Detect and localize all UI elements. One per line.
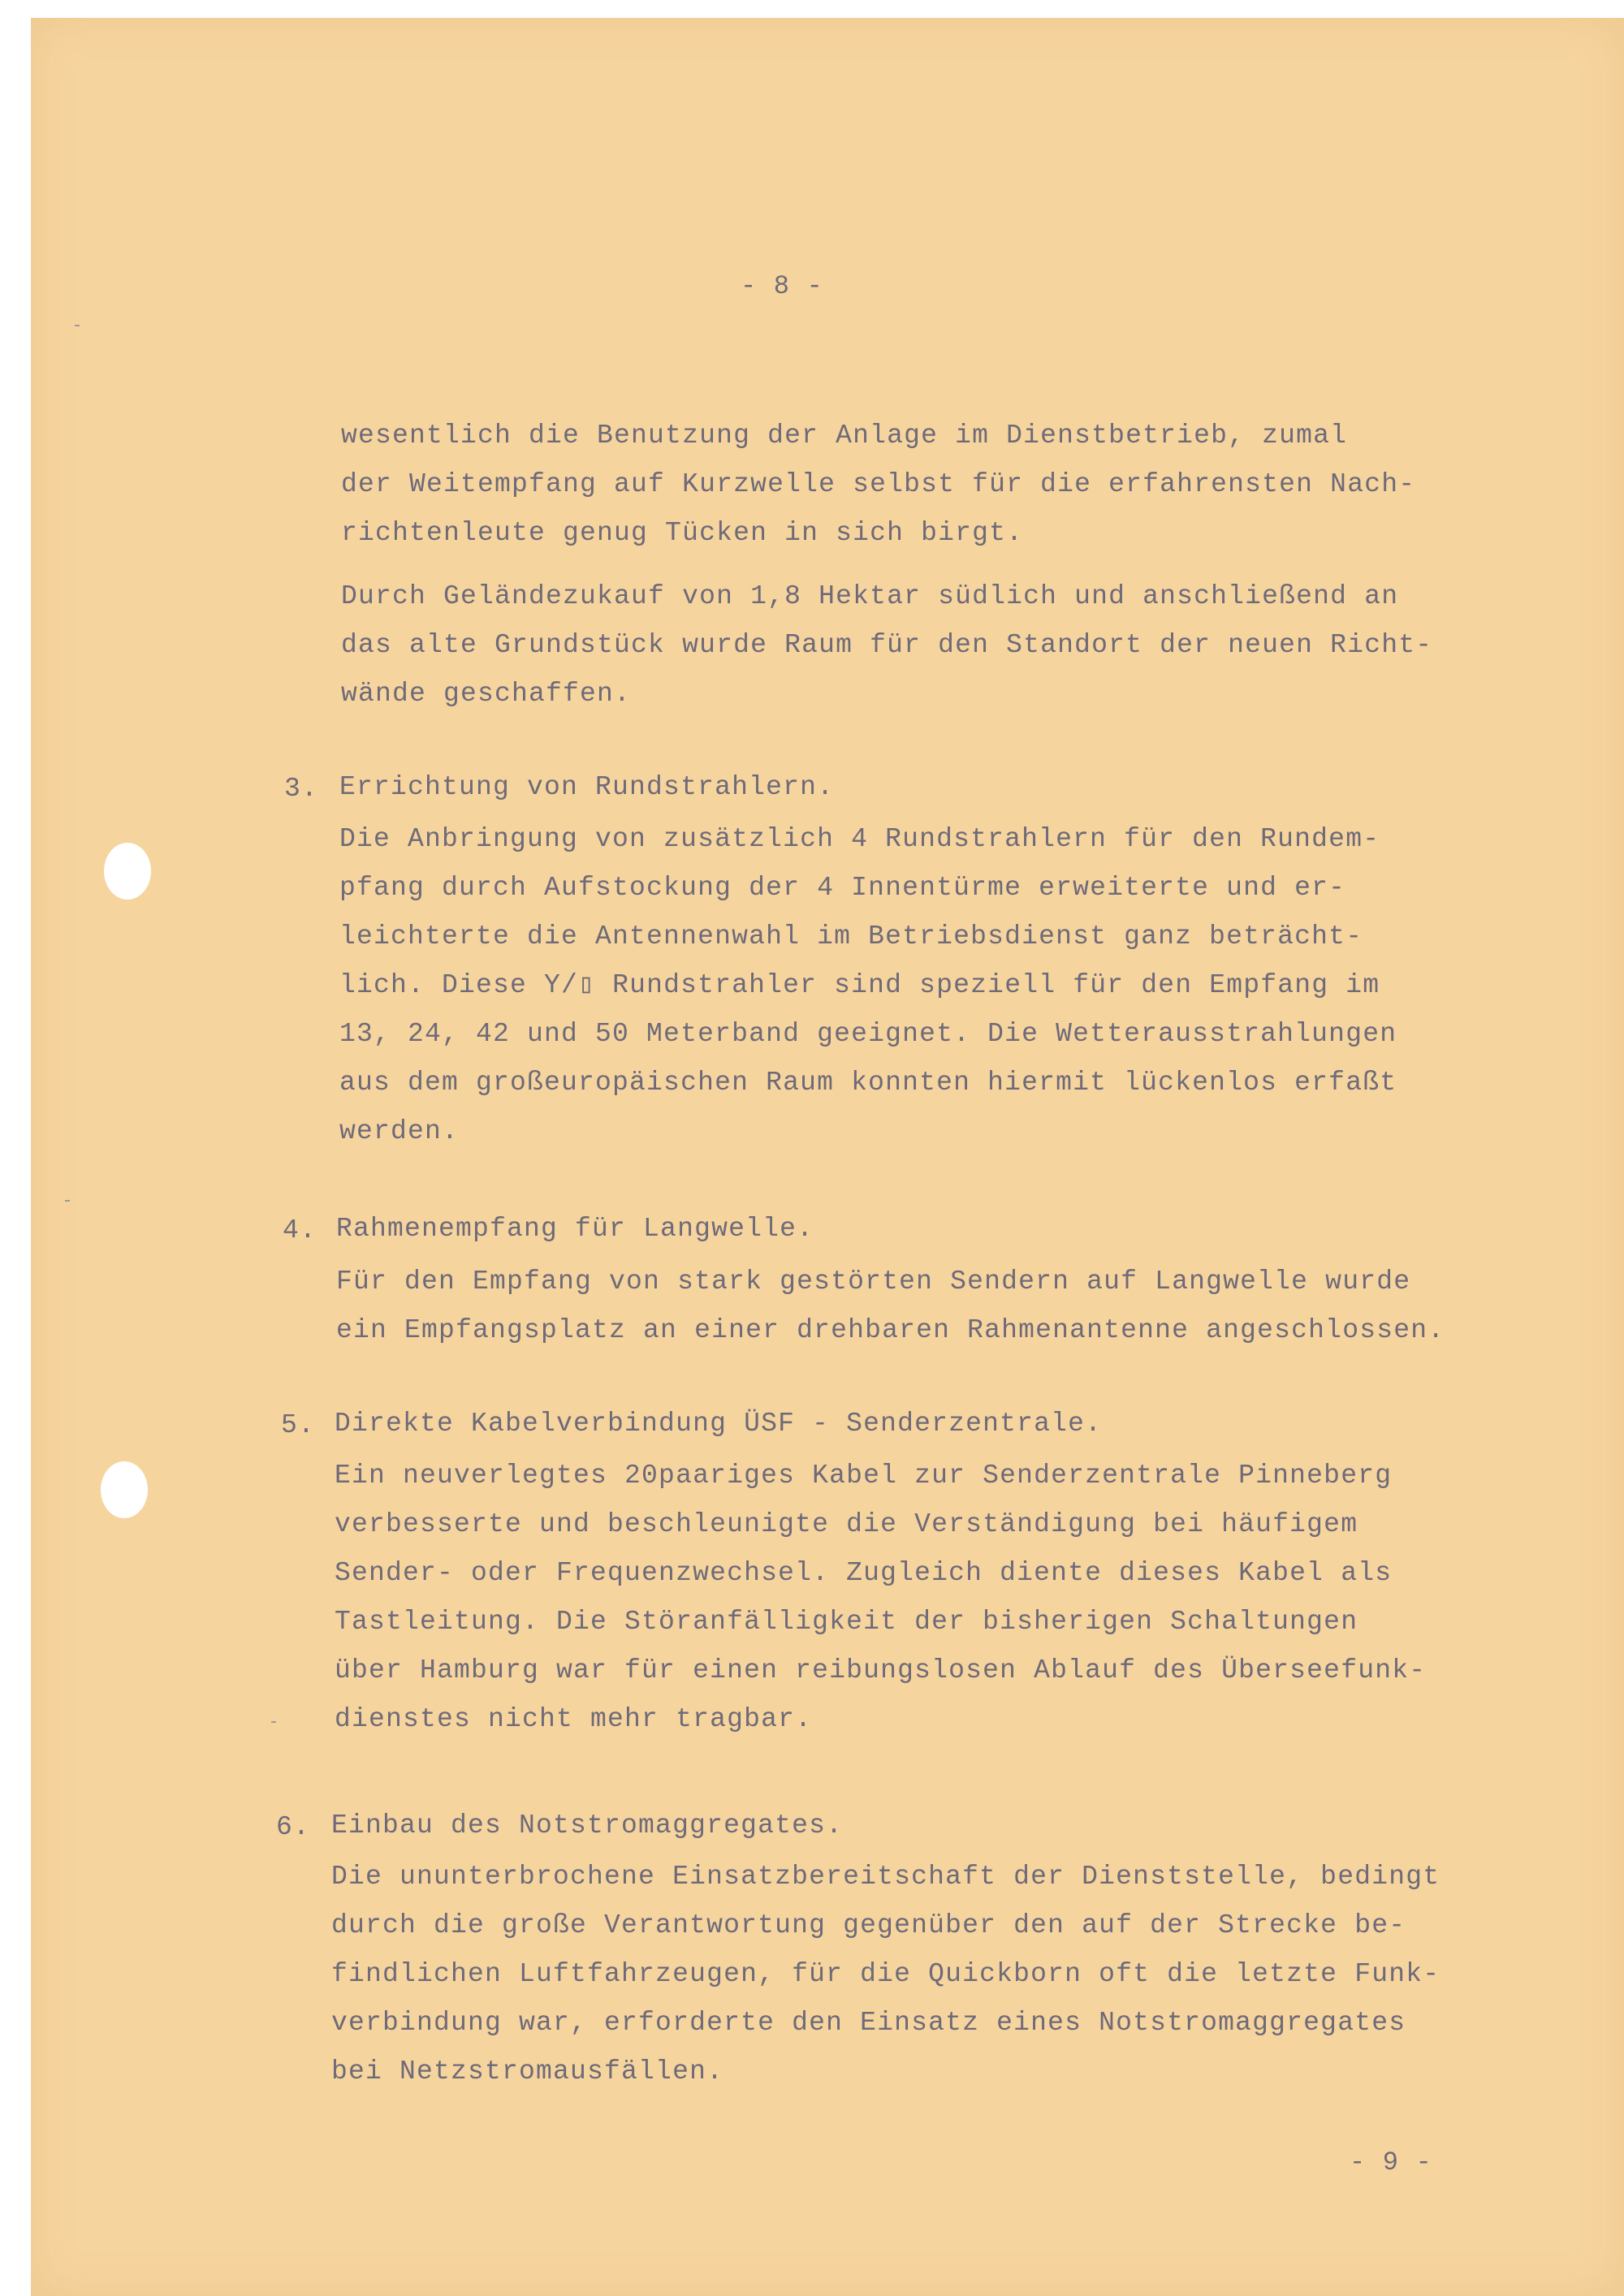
text-line: Für den Empfang von stark gestörten Sendern auf Langwelle wurde [336, 1267, 1411, 1297]
text-line: Die Anbringung von zusätzlich 4 Rundstrahlern für den Rundem- [339, 824, 1380, 854]
section-title: Einbau des Notstromaggregates. [331, 1810, 844, 1841]
section-number: 4. [283, 1215, 317, 1245]
text-line: Ein neuverlegtes 20paariges Kabel zur Senderzentrale Pinneberg [335, 1461, 1393, 1491]
text-line: werden. [339, 1116, 460, 1146]
text-line: 13, 24, 42 und 50 Meterband geeignet. Die Wetterausstrahlungen [339, 1019, 1397, 1049]
text-line: Sender- oder Frequenzwechsel. Zugleich diente dieses Kabel als [335, 1558, 1393, 1588]
text-line: Durch Geländezukauf von 1,8 Hektar südlich und anschließend an [341, 581, 1399, 611]
text-line: bei Netzstromausfällen. [331, 2056, 724, 2087]
page-number: - 8 - [741, 271, 824, 301]
text-line: aus dem großeuropäischen Raum konnten hiermit lückenlos erfaßt [339, 1068, 1397, 1098]
text-line: pfang durch Aufstockung der 4 Innentürme erweiterte und er- [339, 873, 1346, 903]
text-line: durch die große Verantwortung gegenüber den auf der Strecke be- [331, 1910, 1406, 1940]
text-line: dienstes nicht mehr tragbar. [335, 1704, 813, 1734]
text-line: Tastleitung. Die Störanfälligkeit der bisherigen Schaltungen [335, 1607, 1358, 1637]
section-title: Rahmenempfang für Langwelle. [336, 1214, 814, 1244]
text-line: der Weitempfang auf Kurzwelle selbst für die erfahrensten Nach- [341, 469, 1416, 499]
text-line: leichterte die Antennenwahl im Betriebsdienst ganz beträcht- [339, 921, 1363, 952]
text-line: wände geschaffen. [341, 679, 632, 709]
text-line: verbindung war, erforderte den Einsatz eines Notstromaggregates [331, 2008, 1406, 2038]
text-line: lich. Diese Y/▯ Rundstrahler sind speziell für den Empfang im [339, 970, 1380, 1000]
next-page-number: - 9 - [1350, 2147, 1433, 2177]
section-title: Errichtung von Rundstrahlern. [339, 772, 835, 802]
text-line: Die ununterbrochene Einsatzbereitschaft der Dienststelle, bedingt [331, 1862, 1440, 1892]
text-line: verbesserte und beschleunigte die Verständigung bei häufigem [335, 1509, 1358, 1539]
section-number: 5. [281, 1410, 316, 1440]
text-line: über Hamburg war für einen reibungslosen Ablauf des Überseefunk- [335, 1655, 1427, 1685]
section-number: 3. [284, 774, 319, 804]
text-line: das alte Grundstück wurde Raum für den Standort der neuen Richt- [341, 630, 1433, 660]
section-title: Direkte Kabelverbindung ÜSF - Senderzentrale. [335, 1409, 1103, 1439]
text-line: findlichen Luftfahrzeugen, für die Quickborn oft die letzte Funk- [331, 1959, 1440, 1989]
text-line: ein Empfangsplatz an einer drehbaren Rahmenantenne angeschlossen. [336, 1315, 1445, 1345]
text-line: richtenleute genug Tücken in sich birgt. [341, 518, 1024, 548]
text-line: wesentlich die Benutzung der Anlage im Dienstbetrieb, zumal [341, 421, 1348, 451]
section-number: 6. [276, 1812, 311, 1842]
